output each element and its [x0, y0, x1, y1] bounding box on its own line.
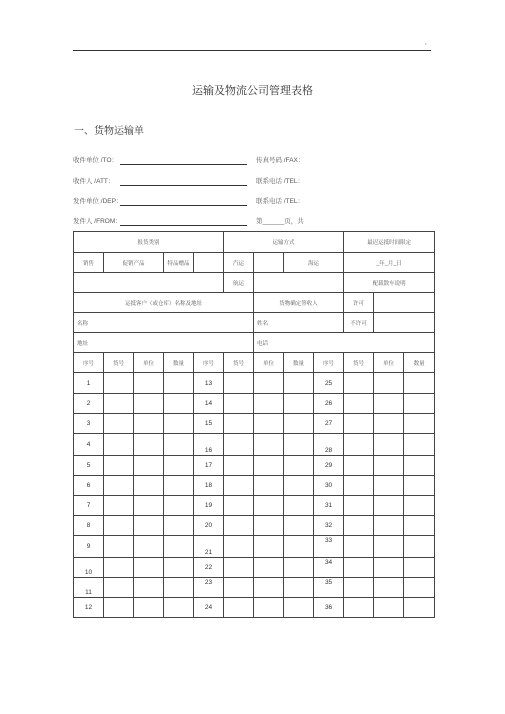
item-number-cell: 6: [74, 476, 104, 496]
item-unit-cell[interactable]: [374, 516, 404, 536]
table-row: [74, 414, 435, 434]
table-row: [74, 496, 435, 516]
deny-cell: 不许可: [344, 313, 374, 333]
item-code-cell[interactable]: [224, 373, 254, 394]
sea-cell: 海运: [284, 253, 344, 273]
item-number-cell: 28: [314, 434, 344, 456]
item-number-cell: 8: [74, 516, 104, 536]
item-code-cell[interactable]: [104, 414, 134, 434]
item-number-cell: 10: [74, 558, 104, 578]
item-code-cell[interactable]: [104, 373, 134, 394]
table-row: [74, 434, 435, 456]
air-check-cell[interactable]: [254, 273, 344, 293]
item-unit-cell[interactable]: [254, 598, 284, 618]
table-row: [74, 476, 435, 496]
col-header: 序号: [314, 353, 344, 373]
item-number-cell: 29: [314, 456, 344, 476]
col-header: 货号: [224, 353, 254, 373]
item-qty-cell[interactable]: [404, 476, 435, 496]
item-qty-cell[interactable]: [284, 536, 314, 558]
item-qty-cell[interactable]: [164, 598, 194, 618]
item-number-cell: 16: [194, 434, 224, 456]
items-header-row: [74, 353, 435, 373]
destination-header: 运抵客户（或仓库）名称及地址: [74, 293, 254, 313]
item-code-cell[interactable]: [104, 558, 134, 578]
item-number-cell: 21: [194, 536, 224, 558]
item-unit-cell[interactable]: [134, 373, 164, 394]
item-number-cell: 30: [314, 476, 344, 496]
item-number-cell: 7: [74, 496, 104, 516]
field-to-label: 收件单位 /TO：: [73, 157, 119, 164]
item-code-cell[interactable]: [344, 598, 374, 618]
item-code-cell[interactable]: [344, 456, 374, 476]
item-qty-cell[interactable]: [164, 536, 194, 558]
gift-cell: 特品赠品: [164, 253, 194, 273]
item-unit-cell[interactable]: [254, 394, 284, 414]
item-qty-cell[interactable]: [404, 434, 435, 456]
item-unit-cell[interactable]: [254, 558, 284, 578]
item-unit-cell[interactable]: [134, 414, 164, 434]
item-code-cell[interactable]: [104, 496, 134, 516]
deadline-date-cell[interactable]: _年_月_日: [344, 253, 435, 273]
item-unit-cell[interactable]: [374, 414, 404, 434]
item-unit-cell[interactable]: [134, 496, 164, 516]
item-qty-cell[interactable]: [164, 434, 194, 456]
promo-cell: 促销产品: [104, 253, 164, 273]
permit-cell: 许可: [344, 293, 374, 313]
item-qty-cell[interactable]: [284, 414, 314, 434]
item-number-cell: 13: [194, 373, 224, 394]
header-rule: [73, 50, 431, 51]
item-unit-cell[interactable]: [374, 598, 404, 618]
item-code-cell[interactable]: [344, 496, 374, 516]
transport-header: 运输方式: [224, 232, 344, 253]
shipment-table: [73, 231, 434, 616]
item-unit-cell[interactable]: [134, 558, 164, 578]
table-row: [74, 516, 435, 536]
item-code-cell[interactable]: [224, 558, 254, 578]
item-code-cell[interactable]: [344, 558, 374, 578]
field-att-input[interactable]: [120, 185, 247, 186]
field-page-label: 第______页，共: [256, 218, 304, 225]
item-qty-cell[interactable]: [284, 394, 314, 414]
item-number-cell: 36: [314, 598, 344, 618]
field-to-input[interactable]: [120, 164, 247, 165]
item-unit-cell[interactable]: [134, 536, 164, 558]
table-row: [74, 456, 435, 476]
item-unit-cell[interactable]: [134, 476, 164, 496]
item-number-cell: 17: [194, 456, 224, 476]
item-qty-cell[interactable]: [284, 598, 314, 618]
col-header: 单位: [374, 353, 404, 373]
item-number-cell: 33: [314, 536, 344, 558]
deny-check-cell[interactable]: [374, 313, 435, 333]
col-header: 货号: [104, 353, 134, 373]
item-unit-cell[interactable]: [254, 476, 284, 496]
item-number-cell: 15: [194, 414, 224, 434]
item-unit-cell[interactable]: [254, 578, 284, 598]
item-code-cell[interactable]: [224, 476, 254, 496]
field-att-label: 收件人 /ATT：: [73, 178, 115, 185]
table-row: [74, 578, 435, 598]
item-qty-cell[interactable]: [164, 496, 194, 516]
item-unit-cell[interactable]: [254, 414, 284, 434]
item-number-cell: 26: [314, 394, 344, 414]
item-qty-cell[interactable]: [164, 476, 194, 496]
air-cell: 航运: [224, 273, 254, 293]
item-qty-cell[interactable]: [404, 536, 435, 558]
item-qty-cell[interactable]: [404, 456, 435, 476]
item-qty-cell[interactable]: [284, 373, 314, 394]
item-number-cell: 35: [314, 578, 344, 598]
section-heading: 一、货物运输单: [74, 126, 144, 137]
item-code-cell[interactable]: [344, 476, 374, 496]
item-code-cell[interactable]: [104, 598, 134, 618]
item-number-cell: 9: [74, 536, 104, 558]
item-number-cell: 14: [194, 394, 224, 414]
field-tel-label: 联系电话 /TEL：: [256, 178, 305, 185]
item-qty-cell[interactable]: [404, 496, 435, 516]
item-code-cell[interactable]: [104, 394, 134, 414]
item-unit-cell[interactable]: [374, 558, 404, 578]
item-code-cell[interactable]: [224, 456, 254, 476]
item-number-cell: 25: [314, 373, 344, 394]
item-number-cell: 32: [314, 516, 344, 536]
receiver-name-cell[interactable]: 姓名: [254, 313, 344, 333]
table-row: [74, 598, 435, 618]
field-from-input[interactable]: [120, 225, 247, 226]
item-unit-cell[interactable]: [374, 373, 404, 394]
item-unit-cell[interactable]: [134, 434, 164, 456]
col-header: 数量: [284, 353, 314, 373]
item-code-cell[interactable]: [224, 414, 254, 434]
item-code-cell[interactable]: [104, 578, 134, 598]
category-blank-row[interactable]: [74, 273, 224, 293]
item-unit-cell[interactable]: [134, 578, 164, 598]
item-number-cell: 31: [314, 496, 344, 516]
field-dep-label: 发件单位 /DEP：: [73, 198, 123, 205]
item-number-cell: 12: [74, 598, 104, 618]
item-code-cell[interactable]: [224, 394, 254, 414]
item-unit-cell[interactable]: [374, 496, 404, 516]
item-code-cell[interactable]: [104, 536, 134, 558]
permit-check-cell[interactable]: [374, 293, 435, 313]
col-header: 数量: [164, 353, 194, 373]
item-code-cell[interactable]: [344, 414, 374, 434]
item-unit-cell[interactable]: [374, 434, 404, 456]
item-qty-cell[interactable]: [164, 373, 194, 394]
item-unit-cell[interactable]: [374, 578, 404, 598]
col-header: 单位: [254, 353, 284, 373]
page-title: 运输及物流公司管理表格: [192, 85, 313, 97]
item-qty-cell[interactable]: [164, 456, 194, 476]
table-row: [74, 536, 435, 558]
item-unit-cell[interactable]: [374, 536, 404, 558]
col-header: 序号: [74, 353, 104, 373]
item-unit-cell[interactable]: [374, 394, 404, 414]
item-qty-cell[interactable]: [404, 414, 435, 434]
item-unit-cell[interactable]: [254, 456, 284, 476]
item-code-cell[interactable]: [344, 434, 374, 456]
item-qty-cell[interactable]: [284, 434, 314, 456]
col-header: 序号: [194, 353, 224, 373]
item-qty-cell[interactable]: [404, 373, 435, 394]
item-qty-cell[interactable]: [284, 516, 314, 536]
item-unit-cell[interactable]: [134, 516, 164, 536]
category-blank-cell[interactable]: [194, 253, 224, 273]
col-header: 数量: [404, 353, 435, 373]
item-qty-cell[interactable]: [404, 394, 435, 414]
road-cell: 汽运: [224, 253, 254, 273]
category-header: 报货类别: [74, 232, 224, 253]
item-code-cell[interactable]: [104, 456, 134, 476]
item-unit-cell[interactable]: [134, 598, 164, 618]
item-unit-cell[interactable]: [134, 456, 164, 476]
item-number-cell: 11: [74, 578, 104, 598]
item-number-cell: 4: [74, 434, 104, 456]
item-qty-cell[interactable]: [164, 414, 194, 434]
item-qty-cell[interactable]: [404, 598, 435, 618]
item-code-cell[interactable]: [224, 578, 254, 598]
receiver-phone-cell[interactable]: 电话: [254, 333, 435, 353]
item-number-cell: 22: [194, 558, 224, 578]
receiver-header: 货物确定签收人: [254, 293, 344, 313]
item-qty-cell[interactable]: [284, 496, 314, 516]
table-row: [74, 373, 435, 394]
item-unit-cell[interactable]: [374, 476, 404, 496]
item-qty-cell[interactable]: [164, 558, 194, 578]
item-number-cell: 34: [314, 558, 344, 578]
item-qty-cell[interactable]: [404, 516, 435, 536]
item-unit-cell[interactable]: [254, 373, 284, 394]
sales-cell: 销售: [74, 253, 104, 273]
item-number-cell: 3: [74, 414, 104, 434]
item-unit-cell[interactable]: [254, 434, 284, 456]
item-code-cell[interactable]: [224, 496, 254, 516]
item-number-cell: 20: [194, 516, 224, 536]
item-code-cell[interactable]: [224, 598, 254, 618]
item-qty-cell[interactable]: [164, 516, 194, 536]
item-number-cell: 27: [314, 414, 344, 434]
item-number-cell: 1: [74, 373, 104, 394]
item-qty-cell[interactable]: [284, 456, 314, 476]
address-cell[interactable]: 地址: [74, 333, 254, 353]
col-header: 单位: [134, 353, 164, 373]
col-header: 货号: [344, 353, 374, 373]
name-cell[interactable]: 名称: [74, 313, 254, 333]
item-unit-cell[interactable]: [254, 536, 284, 558]
item-code-cell[interactable]: [344, 536, 374, 558]
item-qty-cell[interactable]: [404, 578, 435, 598]
item-qty-cell[interactable]: [164, 578, 194, 598]
deadline-header: 最迟运抵时间限定: [344, 232, 435, 253]
item-code-cell[interactable]: [104, 476, 134, 496]
item-number-cell: 23: [194, 578, 224, 598]
item-number-cell: 19: [194, 496, 224, 516]
item-qty-cell[interactable]: [164, 394, 194, 414]
item-code-cell[interactable]: [224, 434, 254, 456]
field-tel2-label: 联系电话 /TEL：: [256, 198, 305, 205]
item-number-cell: 2: [74, 394, 104, 414]
table-row: [74, 558, 435, 578]
item-code-cell[interactable]: [344, 578, 374, 598]
field-from-label: 发件人 /FROM：: [73, 218, 122, 225]
item-unit-cell[interactable]: [254, 516, 284, 536]
item-code-cell[interactable]: [344, 516, 374, 536]
item-code-cell[interactable]: [104, 434, 134, 456]
item-qty-cell[interactable]: [284, 558, 314, 578]
table-row: [74, 394, 435, 414]
item-code-cell[interactable]: [344, 373, 374, 394]
item-unit-cell[interactable]: [134, 394, 164, 414]
item-number-cell: 18: [194, 476, 224, 496]
road-check-cell[interactable]: [254, 253, 284, 273]
item-qty-cell[interactable]: [284, 578, 314, 598]
item-number-cell: 5: [74, 456, 104, 476]
item-number-cell: 24: [194, 598, 224, 618]
loading-note-cell: 配载散车说明: [344, 273, 435, 293]
item-code-cell[interactable]: [224, 536, 254, 558]
item-qty-cell[interactable]: [404, 558, 435, 578]
header-mark: ,: [425, 40, 427, 46]
item-code-cell[interactable]: [224, 516, 254, 536]
item-unit-cell[interactable]: [374, 456, 404, 476]
item-code-cell[interactable]: [104, 516, 134, 536]
field-dep-input[interactable]: [120, 205, 247, 206]
item-code-cell[interactable]: [344, 394, 374, 414]
field-fax-label: 传真号码 /FAX：: [256, 157, 305, 164]
item-unit-cell[interactable]: [254, 496, 284, 516]
item-qty-cell[interactable]: [284, 476, 314, 496]
